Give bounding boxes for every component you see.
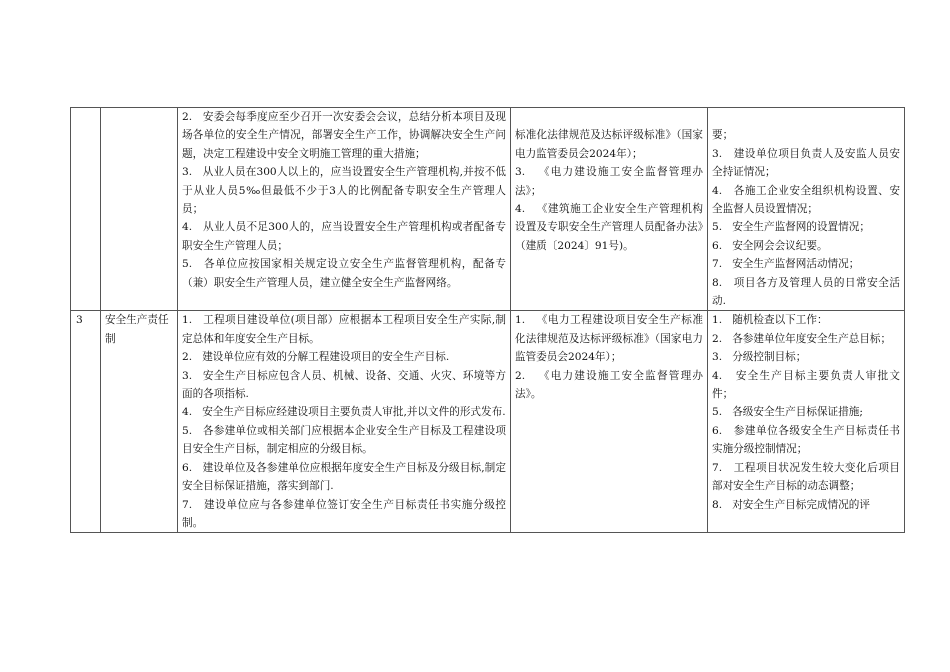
- list-item: 7. 安全生产监督网活动情况；: [712, 258, 860, 271]
- basis-cell: [511, 311, 708, 533]
- list-item: 1. 工程项目建设单位(项目部）应根据本工程项目安全生产实际,制定总体和年度安全生产目标。: [182, 314, 506, 345]
- list-item: 7. 工程项目状况发生较大变化后项目部对安全生产目标的动态调整；: [712, 461, 900, 493]
- row-name: 安全生产责任制: [101, 311, 178, 533]
- list-item: 4. 《建筑施工企业安全生产管理机构设置及专职安全生产管理人员配备办法》（建质〔2024〕91号)。: [515, 203, 703, 252]
- list-item: 标准化法律规范及达标评级标准》（国家电力监管委员会2024年）；: [515, 129, 703, 160]
- list-item: 8. 项目各方及管理人员的日常安全活动.: [712, 276, 900, 308]
- row-index: 3: [71, 311, 101, 533]
- list-item: 6. 参建单位各级安全生产目标责任书实施分级控制情况；: [712, 424, 900, 456]
- list-item: 2. 《电力建设施工安全监督管理办法》。: [515, 369, 703, 401]
- list-item: 5. 安全生产监督网的设置情况；: [712, 221, 870, 234]
- list-item: 1. 《电力工程建设项目安全生产标准化法律规范及达标评级标准》（国家电力监管委员会2024年）；: [515, 314, 703, 364]
- list-item: 3. 安全生产目标应包含人员、机械、设备、交通、火灾、环境等方面的各项指标.: [182, 369, 506, 401]
- checks-cell: [708, 311, 905, 533]
- list-item: 4. 各施工企业安全组织机构设置、安全监督人员设置情况；: [712, 184, 900, 216]
- list-item: 4. 安全生产目标应经建设项目主要负责人审批,并以文件的形式发布.: [182, 406, 506, 419]
- requirements-cell: [178, 108, 511, 311]
- list-item: 3. 《电力建设施工安全监督管理办法》；: [515, 166, 703, 197]
- list-item: 6. 安全网会会议纪要。: [712, 239, 828, 252]
- row-index: [71, 108, 101, 311]
- list-item: 5. 各参建单位或相关部门应根据本企业安全生产目标及工程建设项目安全生产目标，制定相应的分级目标。: [182, 424, 506, 456]
- list-item: 2. 建设单位应有效的分解工程建设项目的安全生产目标.: [182, 351, 450, 364]
- list-item: 3. 分级控制目标；: [712, 351, 807, 364]
- list-item: 1. 随机检查以下工作：: [712, 314, 828, 327]
- row-name: [101, 108, 178, 311]
- list-item: 4. 安全生产目标主要负责人审批文件；: [712, 369, 900, 401]
- list-item: 5. 各单位应按国家相关规定设立安全生产监督管理机构，配备专（兼）职安全生产管理人员，建立健全安全生产监督网络。: [182, 258, 506, 289]
- list-item: 2. 各参建单位年度安全生产总目标；: [712, 332, 892, 345]
- list-item: 要；: [712, 129, 734, 142]
- requirements-cell: [178, 311, 511, 533]
- list-item: 5. 各级安全生产目标保证措施;: [712, 406, 863, 419]
- table-row: [71, 108, 905, 311]
- list-item: 7. 建设单位应与各参建单位签订安全生产目标责任书实施分级控制。: [182, 498, 506, 529]
- list-item: 4. 从业人员不足300人的，应当设置安全生产管理机构或者配备专职安全生产管理人员；: [182, 221, 506, 252]
- list-item: 3. 建设单位项目负责人及安监人员安全持证情况；: [712, 147, 900, 179]
- basis-cell: [511, 108, 708, 311]
- list-item: 6. 建设单位及各参建单位应根据年度安全生产目标及分级目标,制定安全目标保证措施，落实到部门.: [182, 461, 506, 493]
- list-item: 8. 对安全生产目标完成情况的评: [712, 498, 870, 511]
- table-row: [71, 311, 905, 533]
- checks-cell: [708, 108, 905, 311]
- list-item: 2. 安委会每季度应至少召开一次安委会会议，总结分析本项目及现场各单位的安全生产情况，部署安全生产工作，协调解决安全生产问题，决定工程建设中安全文明施工管理的重大措施；: [182, 111, 506, 160]
- list-item: 3. 从业人员在300人以上的，应当设置安全生产管理机构,并按不低于从业人员5‰但最低不少于3人的比例配备专职安全生产管理人员；: [182, 166, 506, 216]
- standards-table: [70, 107, 905, 533]
